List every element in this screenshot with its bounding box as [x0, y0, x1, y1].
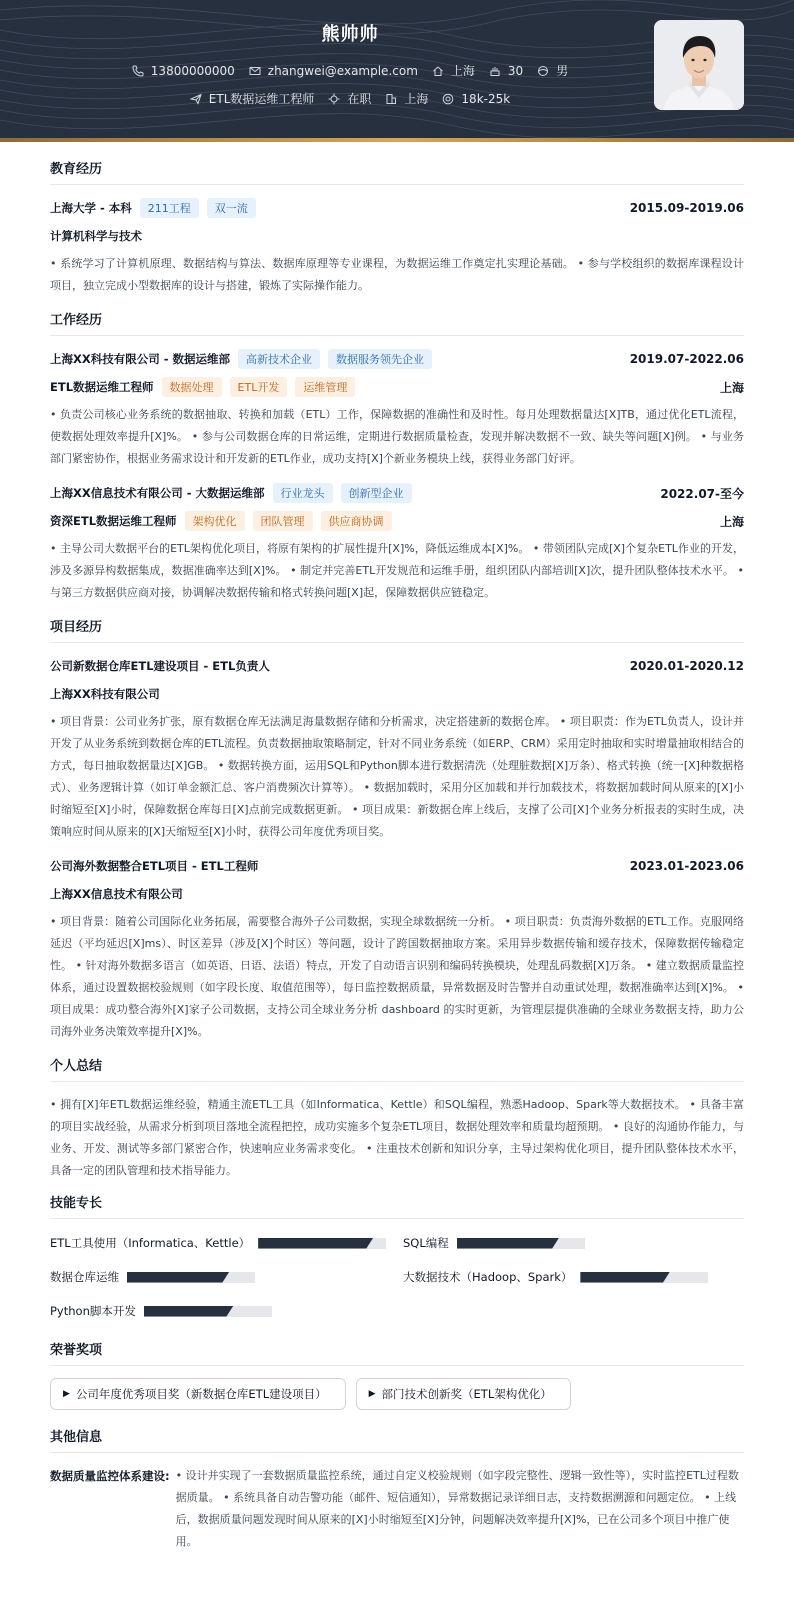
role-tag: 运维管理	[295, 377, 355, 397]
role-name: ETL数据运维工程师	[50, 380, 154, 394]
hometown-value: 上海	[450, 64, 475, 78]
project-org: 上海XX信息技术有限公司	[50, 887, 183, 901]
other-item	[50, 1465, 744, 1553]
skill-item	[50, 1231, 403, 1255]
award-item	[50, 1378, 346, 1410]
company-tag: 高新技术企业	[238, 349, 320, 369]
status-info	[328, 90, 371, 107]
role-tag: 架构优化	[185, 511, 245, 531]
resume-header	[0, 0, 794, 142]
section-title: 个人总结	[50, 1055, 744, 1082]
award-label: 部门技术创新奖（ETL架构优化）	[381, 1387, 552, 1401]
project-description: • 项目背景：随着公司国际化业务拓展，需要整合海外子公司数据，实现全球数据统一分析。 • 项目职责：负责海外数据的ETL工作。克服网络延迟（平均延迟[X]ms）、时区差异（涉及[X]个时区）等问题，设计了跨国数据抽取方案。采用异步数据传输和缓存技术，保障数据传输稳定性。 • 针对海外数据多语言（如英语、日语、法语）特点，开发了自动语言识别和编码转换模块，处理乱码数据[X]万条。 • 建立数据质量监控体系，通过设置数据校验规则（如字段长度、取值范围等），每日监控数据质量，异常数据及时告警并自动重试处理，数据准确率达到[X]%。 • 项目成果：成功整合海外[X]家子公司数据，支持公司全球业务分析 dashboard 的实时更新，为管理层提供准确的全球业务数据支持，助力公司海外业务决策效率提升[X]%。	[50, 915, 744, 1038]
status-value: 在职	[347, 92, 372, 106]
triangle-right-icon: ▶	[368, 1389, 376, 1399]
paper-plane-icon	[190, 93, 202, 105]
summary-text: • 拥有[X]年ETL数据运维经验，精通主流ETL工具（如Informatica、Kettle）和SQL编程，熟悉Hadoop、Spark等大数据技术。 • 具备丰富的项目实战经验，从需求分析到项目落地全流程把控，成功实施多个复杂ETL项目，数据处理效率和质量均超预期。 • 良好的沟通协作能力，与业务、开发、测试等多部门紧密合作，快速响应业务需求变化。 • 注重技术创新和知识分享，主导过架构优化项目，提升团队整体技术水平，具备一定的团队管理和技术指导能力。	[50, 1098, 744, 1177]
cake-icon	[489, 65, 501, 77]
education-date: 2015.09-2019.06	[629, 201, 744, 215]
candidate-name: 熊帅帅	[321, 24, 379, 45]
education-entry	[50, 197, 744, 297]
contact-row	[0, 62, 700, 79]
work-date: 2022.07-至今	[660, 486, 744, 501]
salary-value: 18k-25k	[461, 91, 511, 106]
work-entry	[50, 482, 744, 604]
skill-level-fill	[457, 1238, 559, 1249]
skill-level-bar	[457, 1238, 585, 1249]
school-tag: 双一流	[207, 198, 256, 218]
triangle-right-icon: ▶	[63, 1389, 70, 1399]
role-tag: ETL开发	[230, 377, 288, 397]
skill-level-bar	[258, 1238, 386, 1249]
skill-level-fill	[144, 1306, 234, 1317]
section-title: 技能专长	[50, 1192, 744, 1219]
gender-value: 男	[556, 64, 569, 78]
education-section	[50, 158, 744, 297]
skill-level-fill	[258, 1238, 373, 1249]
role-tag: 团队管理	[253, 511, 313, 531]
other-text: • 设计并实现了一套数据质量监控系统，通过自定义校验规则（如字段完整性、逻辑一致性等），实时监控ETL过程数据质量。 • 系统具备自动告警功能（邮件、短信通知），异常数据记录详细日志，支持数据溯源和问题定位。 • 上线后，数据质量问题发现时间从原来的[X]小时缩短至[X]分钟，问题解决效率提升[X]%，已在公司多个项目中推广使用。	[175, 1469, 739, 1548]
home-icon	[432, 65, 444, 77]
other-label: 数据质量监控体系建设:	[50, 1469, 170, 1483]
education-description: • 系统学习了计算机原理、数据结构与算法、数据库原理等专业课程，为数据运维工作奠定扎实理论基础。 • 参与学校组织的数据库课程设计项目，独立完成小型数据库的设计与搭建，锻炼了实际操作能力。	[50, 257, 744, 292]
role-tag: 数据处理	[162, 377, 222, 397]
skill-name: ETL工具使用（Informatica、Kettle）	[50, 1236, 251, 1250]
gender-info	[537, 62, 568, 79]
section-title: 其他信息	[50, 1426, 744, 1453]
award-label: 公司年度优秀项目奖（新数据仓库ETL建设项目）	[75, 1387, 327, 1401]
email-info	[249, 62, 418, 79]
age-info	[489, 62, 523, 79]
skill-level-fill	[580, 1272, 670, 1283]
skill-item	[403, 1231, 756, 1255]
company-tag: 数据服务领先企业	[328, 349, 432, 369]
project-org: 上海XX科技有限公司	[50, 687, 160, 701]
company-name: 上海XX信息技术有限公司 - 大数据运维部	[50, 486, 265, 500]
salary-info	[442, 90, 510, 107]
skills-section	[50, 1192, 744, 1323]
award-item	[356, 1378, 571, 1410]
mail-icon	[249, 65, 261, 77]
school-tag: 211工程	[140, 198, 199, 218]
other-section	[50, 1426, 744, 1553]
work-date: 2019.07-2022.06	[629, 352, 744, 366]
work-description: • 负责公司核心业务系统的数据抽取、转换和加载（ETL）工作，保障数据的准确性和及时性。每月处理数据量达[X]TB，通过优化ETL流程，使数据处理效率提升[X]%。 • 参与公司数据仓库的日常运维，定期进行数据质量检查，发现并解决数据不一致、缺失等问题[X]例。 • 与业务部门紧密协作，根据业务需求设计和开发新的ETL作业，成功支持[X]个新业务模块上线，获得业务部门好评。	[50, 408, 744, 465]
company-tag: 创新型企业	[341, 483, 412, 503]
company-name: 上海XX科技有限公司 - 数据运维部	[50, 352, 231, 366]
project-entry	[50, 855, 744, 1043]
work-description: • 主导公司大数据平台的ETL架构优化项目，将原有架构的扩展性提升[X]%，降低运维成本[X]%。 • 带领团队完成[X]个复杂ETL作业的开发，涉及多源异构数据集成，数据准确率达到[X]%。 • 制定并完善ETL开发规范和运维手册，组织团队内部培训[X]次，提升团队整体技术水平。 • 与第三方数据供应商对接，协调解决数据传输和格式转换问题[X]起，保障数据供应链稳定。	[50, 542, 744, 599]
age-value: 30	[507, 63, 524, 78]
skill-name: 数据仓库运维	[50, 1270, 119, 1284]
header-accent-bar	[0, 138, 794, 142]
major-name: 计算机科学与技术	[50, 229, 142, 243]
profile-photo	[654, 20, 744, 110]
skill-level-bar	[580, 1272, 708, 1283]
skill-name: Python脚本开发	[50, 1304, 136, 1318]
section-title: 教育经历	[50, 158, 744, 185]
project-entry	[50, 655, 744, 843]
company-tag: 行业龙头	[273, 483, 333, 503]
hometown-info	[432, 62, 475, 79]
skill-item	[403, 1265, 756, 1289]
section-title: 荣誉奖项	[50, 1339, 744, 1366]
city-info	[385, 90, 428, 107]
phone-number[interactable]: 13800000000	[150, 63, 235, 78]
job-title: ETL数据运维工程师	[208, 92, 315, 106]
coin-icon	[442, 93, 454, 105]
status-icon	[328, 93, 340, 105]
section-title: 工作经历	[50, 309, 744, 336]
role-name: 资深ETL数据运维工程师	[50, 514, 177, 528]
work-location: 上海	[719, 380, 744, 395]
awards-section	[50, 1339, 744, 1410]
project-name: 公司新数据仓库ETL建设项目 - ETL负责人	[50, 659, 270, 673]
building-icon	[385, 93, 397, 105]
job-row	[0, 90, 700, 107]
project-date: 2023.01-2023.06	[629, 859, 744, 873]
city-value: 上海	[404, 92, 429, 106]
skill-item	[50, 1265, 403, 1289]
projects-section	[50, 616, 744, 1043]
gender-icon	[537, 65, 549, 77]
project-description: • 项目背景：公司业务扩张，原有数据仓库无法满足海量数据存储和分析需求，决定搭建新的数据仓库。 • 项目职责：作为ETL负责人，设计并开发了从业务系统到数据仓库的ETL流程。负责数据抽取策略制定，针对不同业务系统（如ERP、CRM）采用定时抽取和实时增量抽取相结合的方式，每日抽取数据量达[X]GB。 • 数据转换方面，运用SQL和Python脚本进行数据清洗（处理脏数据[X]万条）、格式转换（统一[X]种数据格式）、业务逻辑计算（如订单金额汇总、客户消费频次计算等）。 • 数据加载时，采用分区加载和并行加载技术，将数据加载时间从原来的[X]小时缩短至[X]小时，保障数据仓库每日[X]点前完成数据更新。 • 项目成果：新数据仓库上线后，支撑了公司[X]个业务分析报表的实时生成，决策响应时间从原来的[X]天缩短至[X]小时，获得公司年度优秀项目奖。	[50, 715, 744, 838]
skill-level-bar	[127, 1272, 255, 1283]
phone-icon	[132, 65, 144, 77]
skill-item	[50, 1299, 403, 1323]
role-tag: 供应商协调	[321, 511, 392, 531]
awards-list	[50, 1378, 744, 1410]
school-name: 上海大学 - 本科	[50, 201, 132, 215]
resume-body	[0, 142, 794, 1553]
skill-name: 大数据技术（Hadoop、Spark）	[403, 1270, 573, 1284]
email-address[interactable]: zhangwei@example.com	[267, 63, 418, 78]
skills-grid	[50, 1231, 744, 1323]
project-date: 2020.01-2020.12	[629, 659, 744, 673]
project-name: 公司海外数据整合ETL项目 - ETL工程师	[50, 859, 259, 873]
phone-info	[132, 62, 235, 79]
section-title: 项目经历	[50, 616, 744, 643]
skill-name: SQL编程	[403, 1236, 449, 1250]
work-section	[50, 309, 744, 604]
work-entry	[50, 348, 744, 470]
summary-section	[50, 1055, 744, 1182]
skill-level-fill	[127, 1272, 229, 1283]
job-info	[190, 90, 315, 107]
work-location: 上海	[719, 514, 744, 529]
skill-level-bar	[144, 1306, 272, 1317]
